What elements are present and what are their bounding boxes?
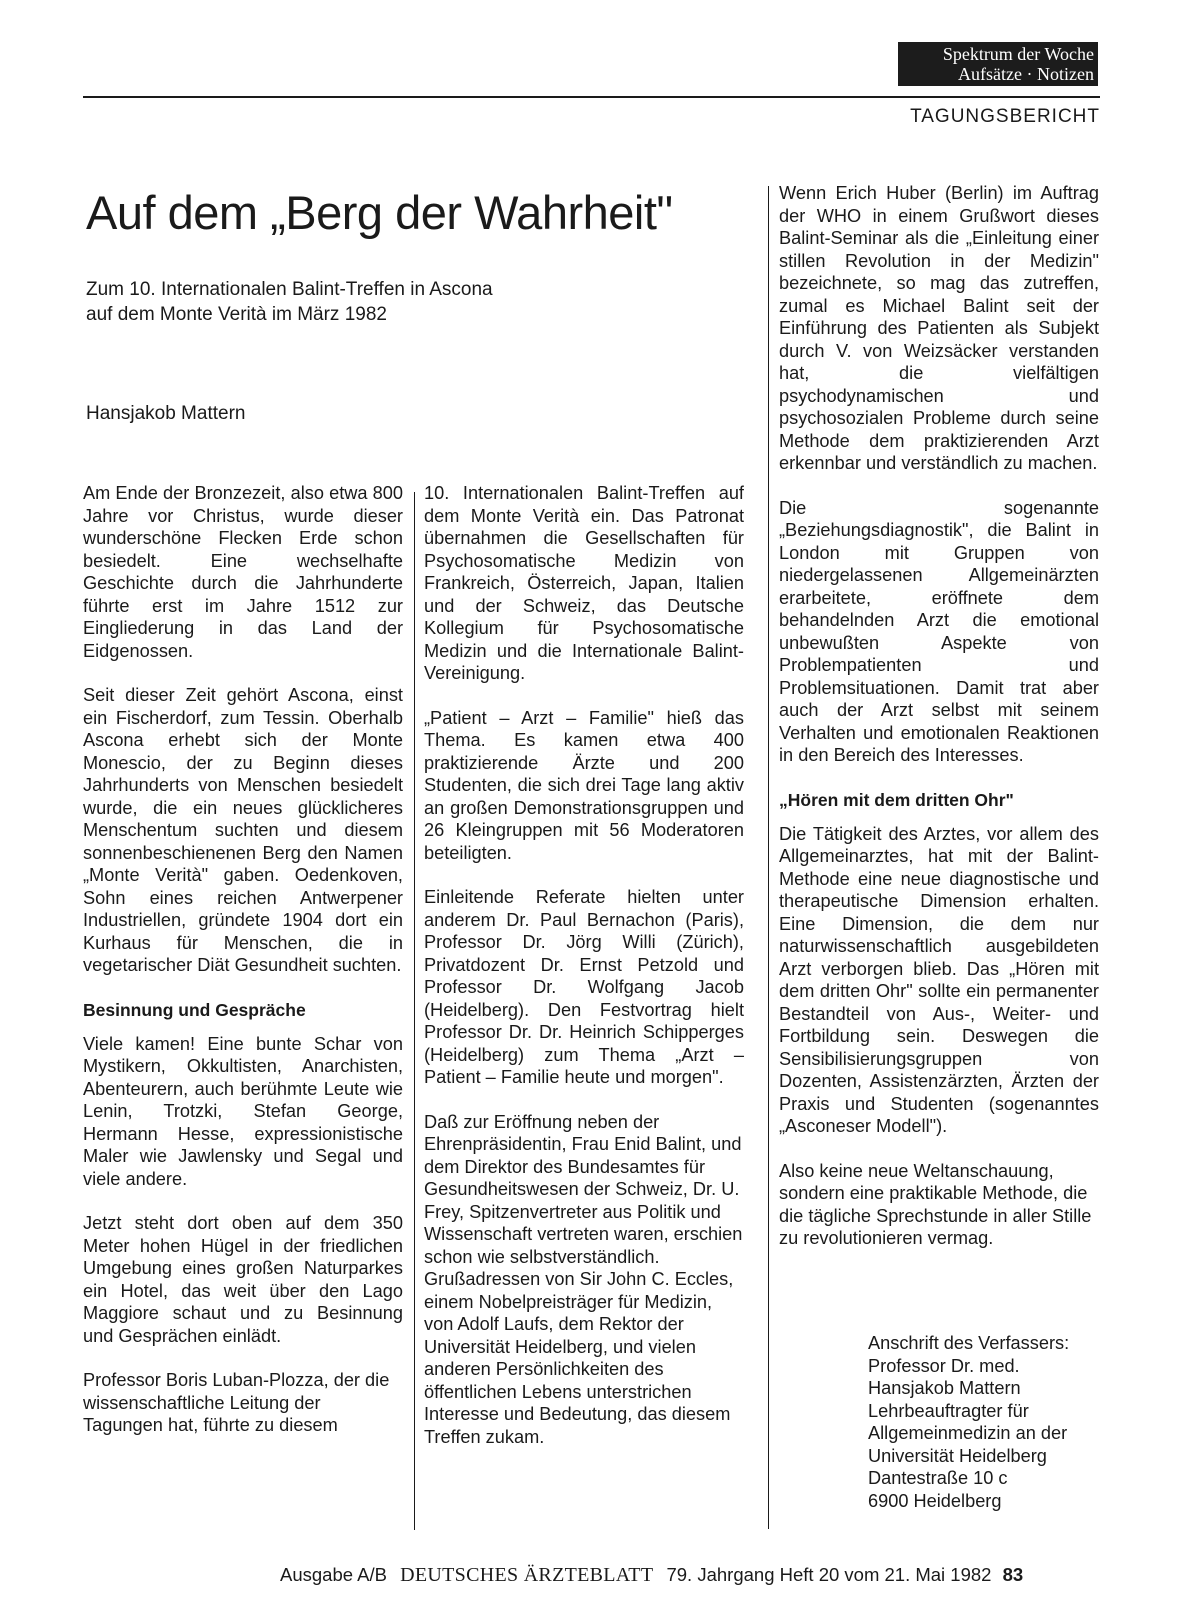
address-line: Hansjakob Mattern	[868, 1378, 1021, 1398]
subtitle-line1: Zum 10. Internationalen Balint-Treffen in Ascona	[86, 279, 493, 300]
footer-edition: Ausgabe A/B	[280, 1564, 387, 1585]
page-number: 83	[1002, 1564, 1024, 1585]
paragraph: Die Tätigkeit des Arztes, vor allem des Allgemeinarztes, hat mit der Balint-Methode eine neue diagnostische und therapeutische Dimension erhalten. Eine Dimension, die dem nur naturwissenschaftlich ausgebildeten Arzt verborgen blieb. Das „Hören mit dem dritten Ohr" sollte ein permanenter Bestandteil von Aus-, Weiter- und Fortbildung sein. Deswegen die Sensibilisierungsgruppen von Dozenten, Assistenzärzten, Ärzten der Praxis und Studenten (sogenanntes „Asconeser Modell").	[779, 823, 1099, 1136]
article-author: Hansjakob Mattern	[86, 403, 246, 424]
page-footer	[280, 1564, 1023, 1587]
address-line: Lehrbeauftragter für	[868, 1400, 1029, 1421]
text-column-1	[83, 482, 403, 1459]
section-badge-line2: Aufsätze · Notizen	[958, 64, 1094, 84]
section-label: TAGUNGSBERICHT	[910, 106, 1100, 127]
paragraph: Am Ende der Bronzezeit, also etwa 800 Jahre vor Christus, wurde dieser wunderschöne Flecken Erde schon besiedelt. Eine wechselhafte Geschichte durch die Jahrhunderte führte erst im Jahre 1512 zur Eingliederung in das Land der Eidgenossen.	[83, 483, 403, 661]
text-column-2	[424, 482, 744, 1470]
address-line: 6900 Heidelberg	[868, 1490, 1002, 1511]
footer-issue: 79. Jahrgang Heft 20 vom 21. Mai 1982	[666, 1564, 992, 1585]
paragraph: Seit dieser Zeit gehört Ascona, einst ein Fischerdorf, zum Tessin. Oberhalb Ascona erhebt sich der Monte Monescio, der zu Beginn dieses Jahrhunderts von Menschen besiedelt wurde, die ein neues glücklicheres Menschentum suchten und diesem sonnenbeschienenen Berg den Namen „Monte Verità" gaben. Oedenkoven, Sohn eines reichen Antwerpener Industriellen, gründete 1904 dort ein Kurhaus für Menschen, die in vegetarischer Diät Gesundheit suchten.	[83, 685, 403, 975]
column-divider	[414, 492, 415, 1530]
paragraph: Professor Boris Luban-Plozza, der die wissenschaftliche Leitung der Tagungen hat, führte zu diesem	[83, 1370, 390, 1435]
paragraph: Also keine neue Weltanschauung, sondern eine praktikable Methode, die die tägliche Sprechstunde in aller Stille zu revolutionieren vermag.	[779, 1160, 1092, 1248]
footer-journal: DEUTSCHES ÄRZTEBLATT	[400, 1564, 654, 1586]
paragraph: Jetzt steht dort oben auf dem 350 Meter hohen Hügel in der friedlichen Umgebung eines großen Naturparkes ein Hotel, das weit über den Lago Maggiore schaut und zu Besinnung und Gesprächen einlädt.	[83, 1213, 403, 1346]
section-badge	[898, 42, 1098, 86]
paragraph: Viele kamen! Eine bunte Schar von Mystikern, Okkultisten, Anarchisten, Abenteurern, auch berühmte Leute wie Lenin, Trotzki, Stefan George, Hermann Hesse, expressionistische Maler wie Jawlensky und Segal und viele andere.	[83, 1033, 403, 1189]
subheading: Besinnung und Gespräche	[83, 999, 306, 1020]
paragraph: Wenn Erich Huber (Berlin) im Auftrag der WHO in einem Grußwort dieses Balint-Seminar als die „Einleitung einer stillen Revolution in der Medizin" bezeichnete, so mag das zutreffen, zumal es Michael Balint seit der Einführung des Patienten als Subjekt durch V. von Weizsäcker verstanden hat, die vielfältigen psychodynamischen und psychosozialen Probleme durch seine Methode dem praktizierenden Arzt erkennbar und verständlich zu machen.	[779, 183, 1099, 473]
subtitle-line2: auf dem Monte Verità im März 1982	[86, 304, 387, 325]
address-line: Universität Heidelberg	[868, 1445, 1047, 1466]
paragraph: Einleitende Referate hielten unter anderem Dr. Paul Bernachon (Paris), Professor Dr. Jörg Willi (Zürich), Privatdozent Dr. Ernst Petzold und Professor Dr. Wolfgang Jacob (Heidelberg). Den Festvortrag hielt Professor Dr. Dr. Heinrich Schipperges (Heidelberg) zum Thema „Arzt – Patient – Familie heute und morgen".	[424, 887, 744, 1087]
article-subtitle	[86, 277, 646, 327]
author-address	[868, 1332, 1069, 1512]
article-title: Auf dem „Berg der Wahrheit"	[86, 186, 673, 239]
address-line: Anschrift des Verfassers:	[868, 1333, 1070, 1353]
paragraph: Daß zur Eröffnung neben der Ehrenpräsidentin, Frau Enid Balint, und dem Direktor des Bundesamtes für Gesundheitswesen der Schweiz, Dr. U. Frey, Spitzenvertreter aus Politik und Wissenschaft vertreten waren, erschien schon wie selbstverständlich. Grußadressen von Sir John C. Eccles, einem Nobelpreisträger für Medizin, von Adolf Laufs, dem Rektor der Universität Heidelberg, und vielen anderen Persönlichkeiten des öffentlichen Lebens unterstrichen Interesse und Bedeutung, das diesem Treffen zukam.	[424, 1111, 743, 1447]
section-badge-line1: Spektrum der Woche	[942, 44, 1094, 64]
column-divider	[768, 186, 769, 1529]
address-line: Dantestraße 10 c	[868, 1468, 1008, 1488]
subheading: „Hören mit dem dritten Ohr"	[779, 789, 1014, 810]
text-column-3	[779, 182, 1099, 1272]
paragraph: „Patient – Arzt – Familie" hieß das Thema. Es kamen etwa 400 praktizierende Ärzte und 200 Studenten, die sich drei Tage lang aktiv an großen Demonstrationsgruppen und 26 Kleingruppen mit 56 Moderatoren beteiligten.	[424, 707, 744, 863]
address-line: Allgemeinmedizin an der	[868, 1423, 1068, 1443]
address-line: Professor Dr. med.	[868, 1355, 1020, 1376]
header-rule	[83, 96, 1100, 98]
paragraph: 10. Internationalen Balint-Treffen auf dem Monte Verità ein. Das Patronat übernahmen die Gesellschaften für Psychosomatische Medizin von Frankreich, Österreich, Japan, Italien und der Schweiz, das Deutsche Kollegium für Psychosomatische Medizin und die Internationale Balint-Vereinigung.	[424, 483, 744, 683]
paragraph: Die sogenannte „Beziehungsdiagnostik", die Balint in London mit Gruppen von niedergelassenen Allgemeinärzten erarbeitete, eröffnete dem behandelnden Arzt die emotional unbewußten Aspekte von Problempatienten und Problemsituationen. Damit trat aber auch der Arzt selbst mit seinem Verhalten und emotionalen Reaktionen in den Bereich des Interesses.	[779, 497, 1099, 765]
